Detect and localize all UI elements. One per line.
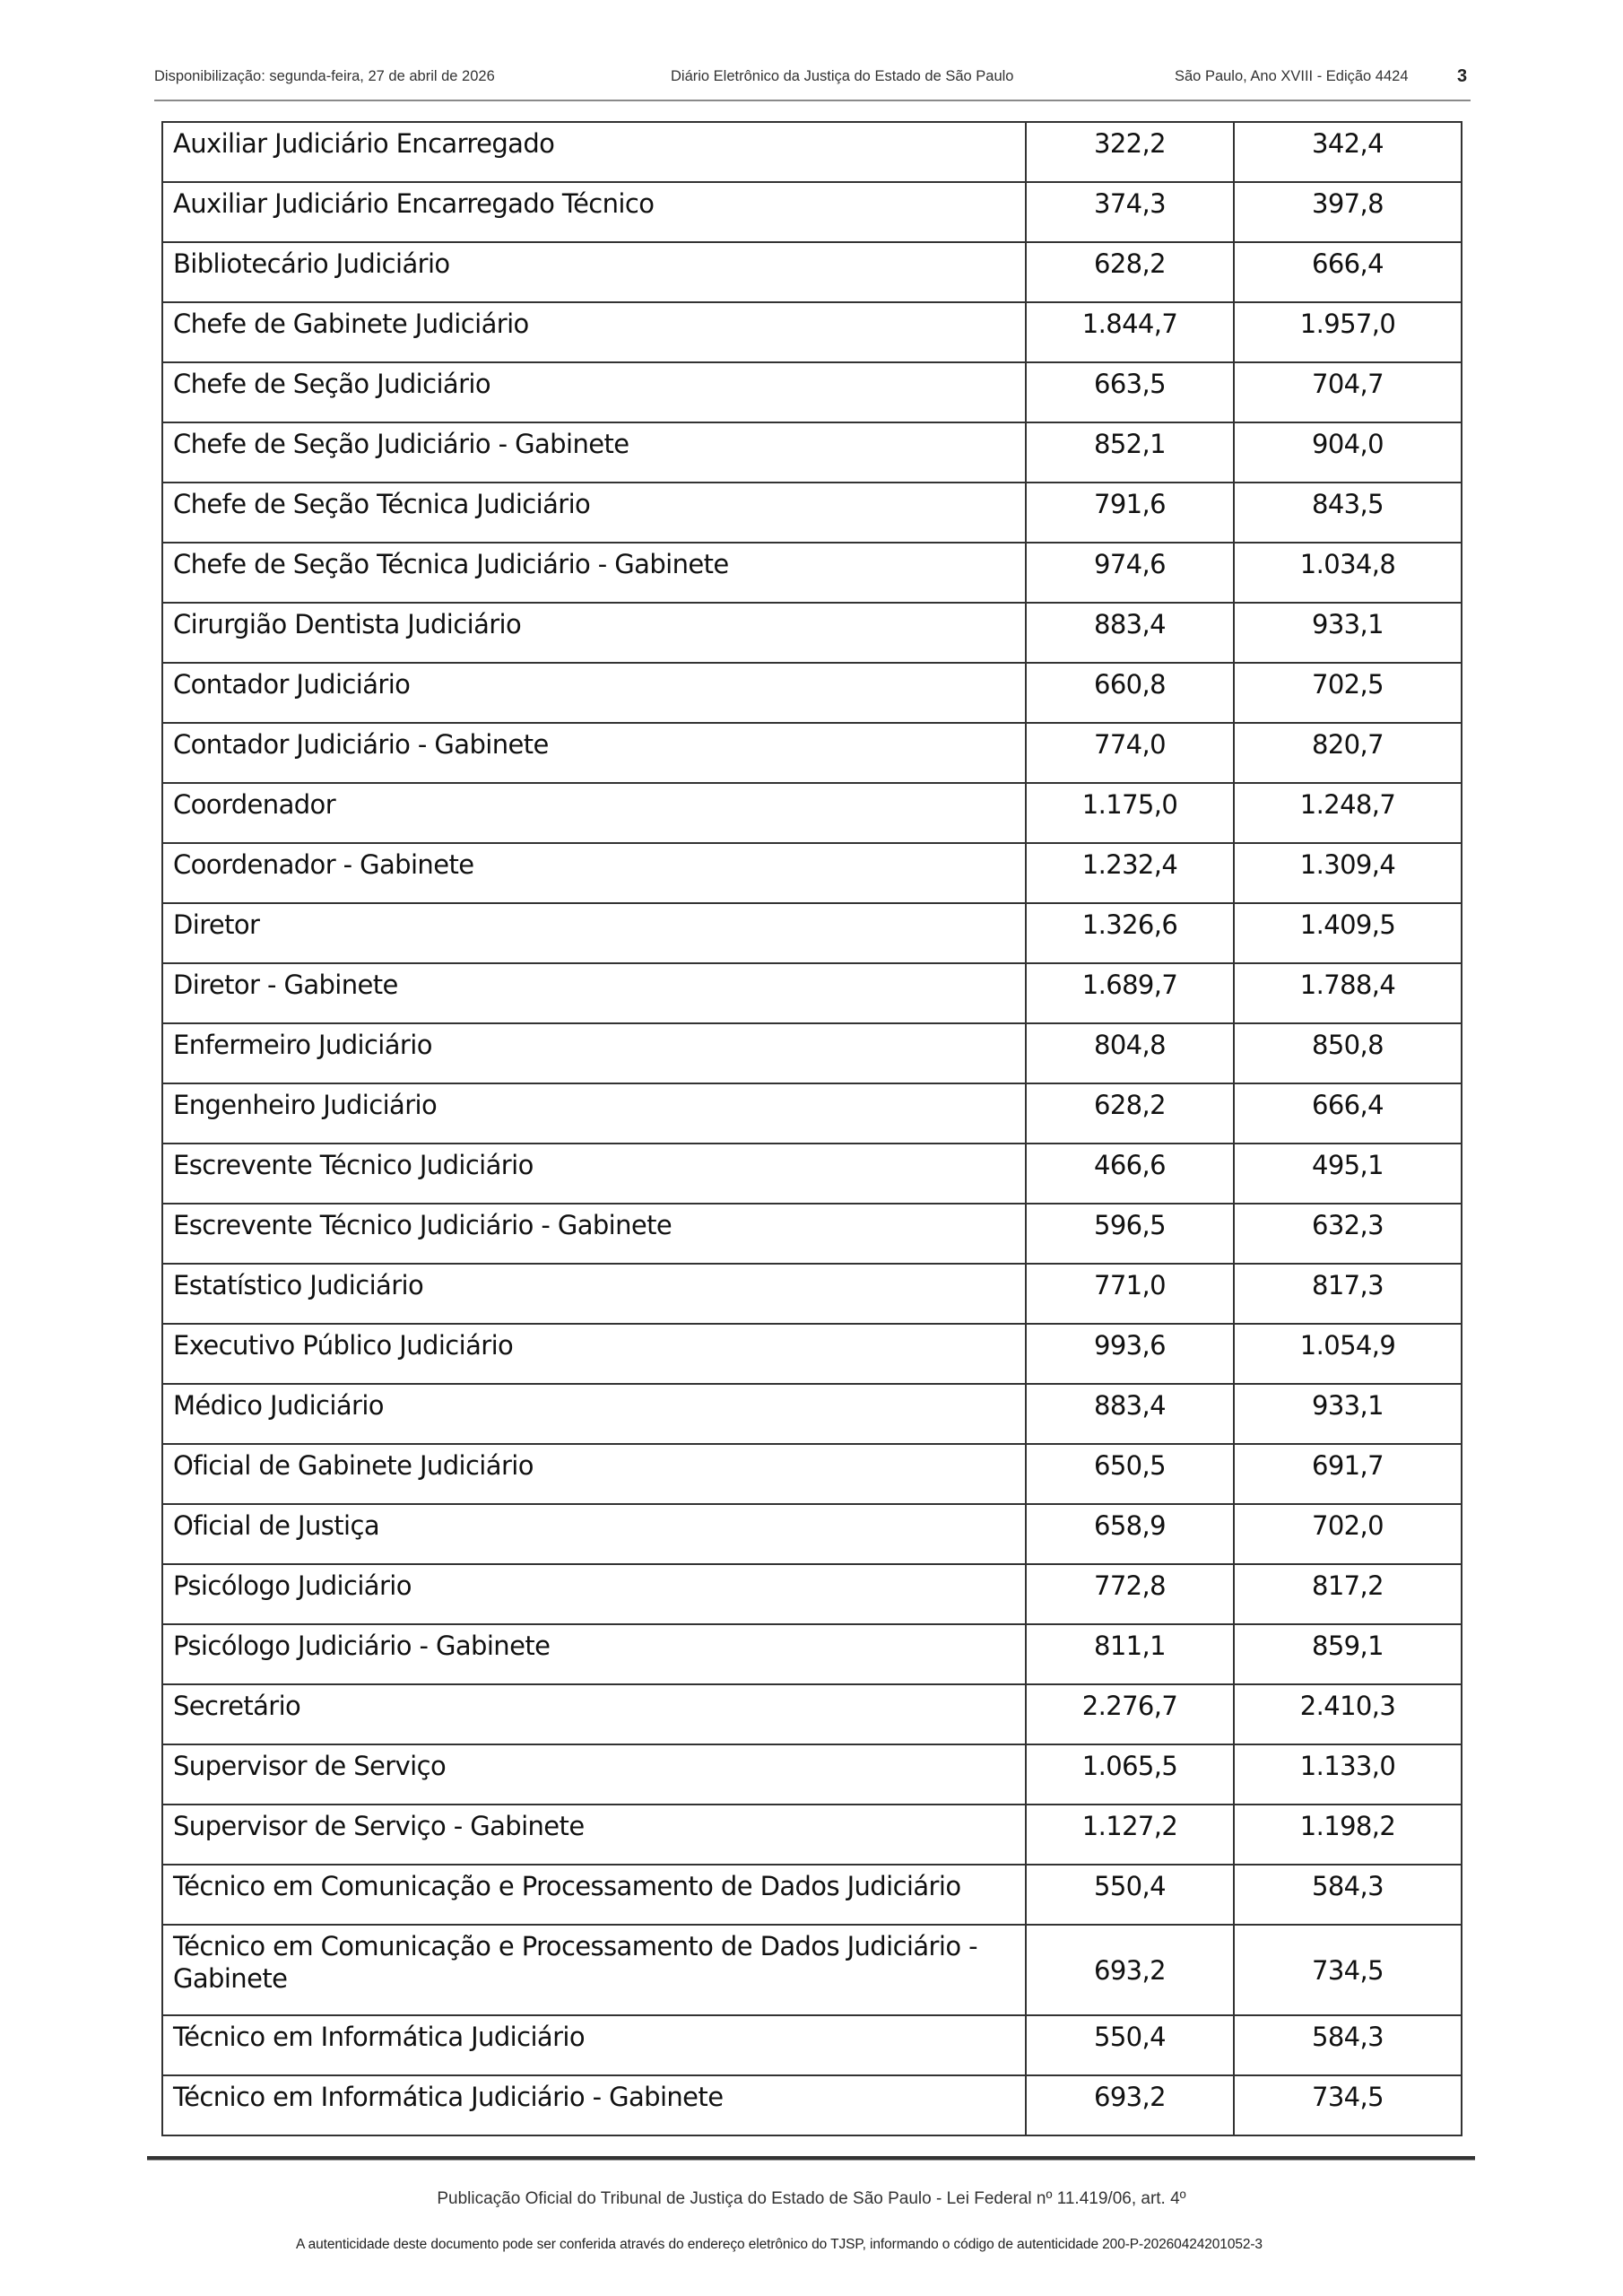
value-1-cell: 791,6 (1026, 483, 1234, 543)
value-2-cell: 734,5 (1234, 2075, 1462, 2135)
value-1-cell: 974,6 (1026, 543, 1234, 603)
table-row (162, 723, 1462, 783)
value-2-cell: 2.410,3 (1234, 1684, 1462, 1744)
value-1-cell: 374,3 (1026, 182, 1234, 242)
value-1-cell: 772,8 (1026, 1564, 1234, 1624)
value-2-cell: 495,1 (1234, 1144, 1462, 1204)
value-1-cell: 322,2 (1026, 122, 1234, 182)
table-row (162, 1204, 1462, 1264)
table-row (162, 1324, 1462, 1384)
value-1-cell: 771,0 (1026, 1264, 1234, 1324)
value-2-cell: 632,3 (1234, 1204, 1462, 1264)
table-row (162, 1444, 1462, 1504)
value-1-cell: 811,1 (1026, 1624, 1234, 1684)
value-1-cell: 1.844,7 (1026, 302, 1234, 362)
cargo-cell: Técnico em Comunicação e Processamento de Dados Judiciário (162, 1865, 1026, 1925)
cargo-cell: Supervisor de Serviço (162, 1744, 1026, 1805)
cargo-cell: Técnico em Informática Judiciário - Gabinete (162, 2075, 1026, 2135)
table-row (162, 1083, 1462, 1144)
value-1-cell: 628,2 (1026, 1083, 1234, 1144)
cargo-cell: Escrevente Técnico Judiciário - Gabinete (162, 1204, 1026, 1264)
cargo-cell: Médico Judiciário (162, 1384, 1026, 1444)
value-1-cell: 466,6 (1026, 1144, 1234, 1204)
table-row (162, 362, 1462, 422)
table-row (162, 1144, 1462, 1204)
cargo-cell: Secretário (162, 1684, 1026, 1744)
value-2-cell: 1.957,0 (1234, 302, 1462, 362)
value-1-cell: 550,4 (1026, 1865, 1234, 1925)
table-row (162, 2075, 1462, 2135)
cargo-cell: Oficial de Justiça (162, 1504, 1026, 1564)
value-2-cell: 704,7 (1234, 362, 1462, 422)
page-number: 3 (1457, 66, 1468, 86)
value-1-cell: 774,0 (1026, 723, 1234, 783)
value-1-cell: 596,5 (1026, 1204, 1234, 1264)
value-1-cell: 1.232,4 (1026, 843, 1234, 903)
table-row (162, 543, 1462, 603)
cargo-cell: Coordenador (162, 783, 1026, 843)
cargo-cell: Cirurgião Dentista Judiciário (162, 603, 1026, 663)
table-row (162, 783, 1462, 843)
value-1-cell: 1.326,6 (1026, 903, 1234, 963)
value-2-cell: 904,0 (1234, 422, 1462, 483)
value-2-cell: 1.309,4 (1234, 843, 1462, 903)
value-1-cell: 628,2 (1026, 242, 1234, 302)
cargo-cell: Chefe de Seção Judiciário - Gabinete (162, 422, 1026, 483)
table-row (162, 603, 1462, 663)
table-row (162, 1624, 1462, 1684)
value-2-cell: 734,5 (1234, 1925, 1462, 2015)
cargo-cell: Chefe de Seção Judiciário (162, 362, 1026, 422)
value-1-cell: 693,2 (1026, 2075, 1234, 2135)
value-1-cell: 650,5 (1026, 1444, 1234, 1504)
value-1-cell: 993,6 (1026, 1324, 1234, 1384)
table-row (162, 1684, 1462, 1744)
table-row (162, 843, 1462, 903)
value-2-cell: 702,0 (1234, 1504, 1462, 1564)
value-1-cell: 658,9 (1026, 1504, 1234, 1564)
value-2-cell: 1.133,0 (1234, 1744, 1462, 1805)
value-2-cell: 820,7 (1234, 723, 1462, 783)
value-2-cell: 691,7 (1234, 1444, 1462, 1504)
cargo-cell: Contador Judiciário (162, 663, 1026, 723)
cargo-cell: Auxiliar Judiciário Encarregado Técnico (162, 182, 1026, 242)
value-1-cell: 804,8 (1026, 1023, 1234, 1083)
value-2-cell: 584,3 (1234, 2015, 1462, 2075)
value-2-cell: 859,1 (1234, 1624, 1462, 1684)
cargo-cell: Técnico em Informática Judiciário (162, 2015, 1026, 2075)
value-2-cell: 1.054,9 (1234, 1324, 1462, 1384)
value-1-cell: 1.689,7 (1026, 963, 1234, 1023)
table-row (162, 2015, 1462, 2075)
value-2-cell: 843,5 (1234, 483, 1462, 543)
table-row (162, 1805, 1462, 1865)
cargo-cell: Executivo Público Judiciário (162, 1324, 1026, 1384)
cargo-cell: Escrevente Técnico Judiciário (162, 1144, 1026, 1204)
value-1-cell: 663,5 (1026, 362, 1234, 422)
cargo-cell: Auxiliar Judiciário Encarregado (162, 122, 1026, 182)
value-2-cell: 817,2 (1234, 1564, 1462, 1624)
cargo-cell: Enfermeiro Judiciário (162, 1023, 1026, 1083)
cargo-cell: Chefe de Gabinete Judiciário (162, 302, 1026, 362)
value-1-cell: 693,2 (1026, 1925, 1234, 2015)
value-1-cell: 852,1 (1026, 422, 1234, 483)
value-1-cell: 660,8 (1026, 663, 1234, 723)
footer-divider (147, 2156, 1475, 2160)
value-1-cell: 1.065,5 (1026, 1744, 1234, 1805)
value-1-cell: 1.127,2 (1026, 1805, 1234, 1865)
table-row (162, 483, 1462, 543)
value-2-cell: 1.409,5 (1234, 903, 1462, 963)
cargo-cell: Técnico em Comunicação e Processamento de Dados Judiciário - Gabinete (162, 1925, 1026, 2015)
value-2-cell: 666,4 (1234, 1083, 1462, 1144)
table-row (162, 1023, 1462, 1083)
header-edition: São Paulo, Ano XVIII - Edição 4424 (1175, 68, 1409, 84)
table-row (162, 1744, 1462, 1805)
cargo-cell: Engenheiro Judiciário (162, 1083, 1026, 1144)
cargo-cell: Estatístico Judiciário (162, 1264, 1026, 1324)
table-row (162, 903, 1462, 963)
value-1-cell: 883,4 (1026, 603, 1234, 663)
cargo-cell: Diretor (162, 903, 1026, 963)
header-availability-date: Disponibilização: segunda-feira, 27 de abril de 2026 (154, 68, 495, 84)
table-row (162, 122, 1462, 182)
value-2-cell: 933,1 (1234, 603, 1462, 663)
table-row (162, 1384, 1462, 1444)
footer-authenticity-notice: A autenticidade deste documento pode ser conferida através do endereço eletrônico do TJSP, informando o código de autenticidade 200-P-20260424201052-3 (296, 2237, 1263, 2252)
value-2-cell: 702,5 (1234, 663, 1462, 723)
value-2-cell: 397,8 (1234, 182, 1462, 242)
value-1-cell: 883,4 (1026, 1384, 1234, 1444)
table-row (162, 1504, 1462, 1564)
value-2-cell: 1.198,2 (1234, 1805, 1462, 1865)
salary-table-body (162, 122, 1462, 2135)
table-row (162, 663, 1462, 723)
table-row (162, 1925, 1462, 2015)
value-1-cell: 550,4 (1026, 2015, 1234, 2075)
table-row (162, 182, 1462, 242)
value-2-cell: 584,3 (1234, 1865, 1462, 1925)
value-2-cell: 1.248,7 (1234, 783, 1462, 843)
value-2-cell: 342,4 (1234, 122, 1462, 182)
table-row (162, 1264, 1462, 1324)
value-2-cell: 817,3 (1234, 1264, 1462, 1324)
table-row (162, 1564, 1462, 1624)
cargo-cell: Psicólogo Judiciário (162, 1564, 1026, 1624)
value-2-cell: 1.034,8 (1234, 543, 1462, 603)
cargo-cell: Chefe de Seção Técnica Judiciário (162, 483, 1026, 543)
cargo-cell: Contador Judiciário - Gabinete (162, 723, 1026, 783)
table-row (162, 963, 1462, 1023)
value-2-cell: 666,4 (1234, 242, 1462, 302)
cargo-cell: Bibliotecário Judiciário (162, 242, 1026, 302)
value-2-cell: 933,1 (1234, 1384, 1462, 1444)
cargo-cell: Coordenador - Gabinete (162, 843, 1026, 903)
salary-table (161, 121, 1462, 2136)
table-row (162, 1865, 1462, 1925)
value-2-cell: 1.788,4 (1234, 963, 1462, 1023)
table-row (162, 302, 1462, 362)
value-2-cell: 850,8 (1234, 1023, 1462, 1083)
cargo-cell: Diretor - Gabinete (162, 963, 1026, 1023)
cargo-cell: Psicólogo Judiciário - Gabinete (162, 1624, 1026, 1684)
cargo-cell: Oficial de Gabinete Judiciário (162, 1444, 1026, 1504)
header-publication-title: Diário Eletrônico da Justiça do Estado de São Paulo (671, 68, 1014, 84)
value-1-cell: 2.276,7 (1026, 1684, 1234, 1744)
footer-publication-notice: Publicação Oficial do Tribunal de Justiça do Estado de São Paulo - Lei Federal nº 11.419/06, art. 4º (437, 2189, 1186, 2208)
header-divider (154, 100, 1471, 101)
cargo-cell: Supervisor de Serviço - Gabinete (162, 1805, 1026, 1865)
value-1-cell: 1.175,0 (1026, 783, 1234, 843)
cargo-cell: Chefe de Seção Técnica Judiciário - Gabinete (162, 543, 1026, 603)
table-row (162, 422, 1462, 483)
table-row (162, 242, 1462, 302)
